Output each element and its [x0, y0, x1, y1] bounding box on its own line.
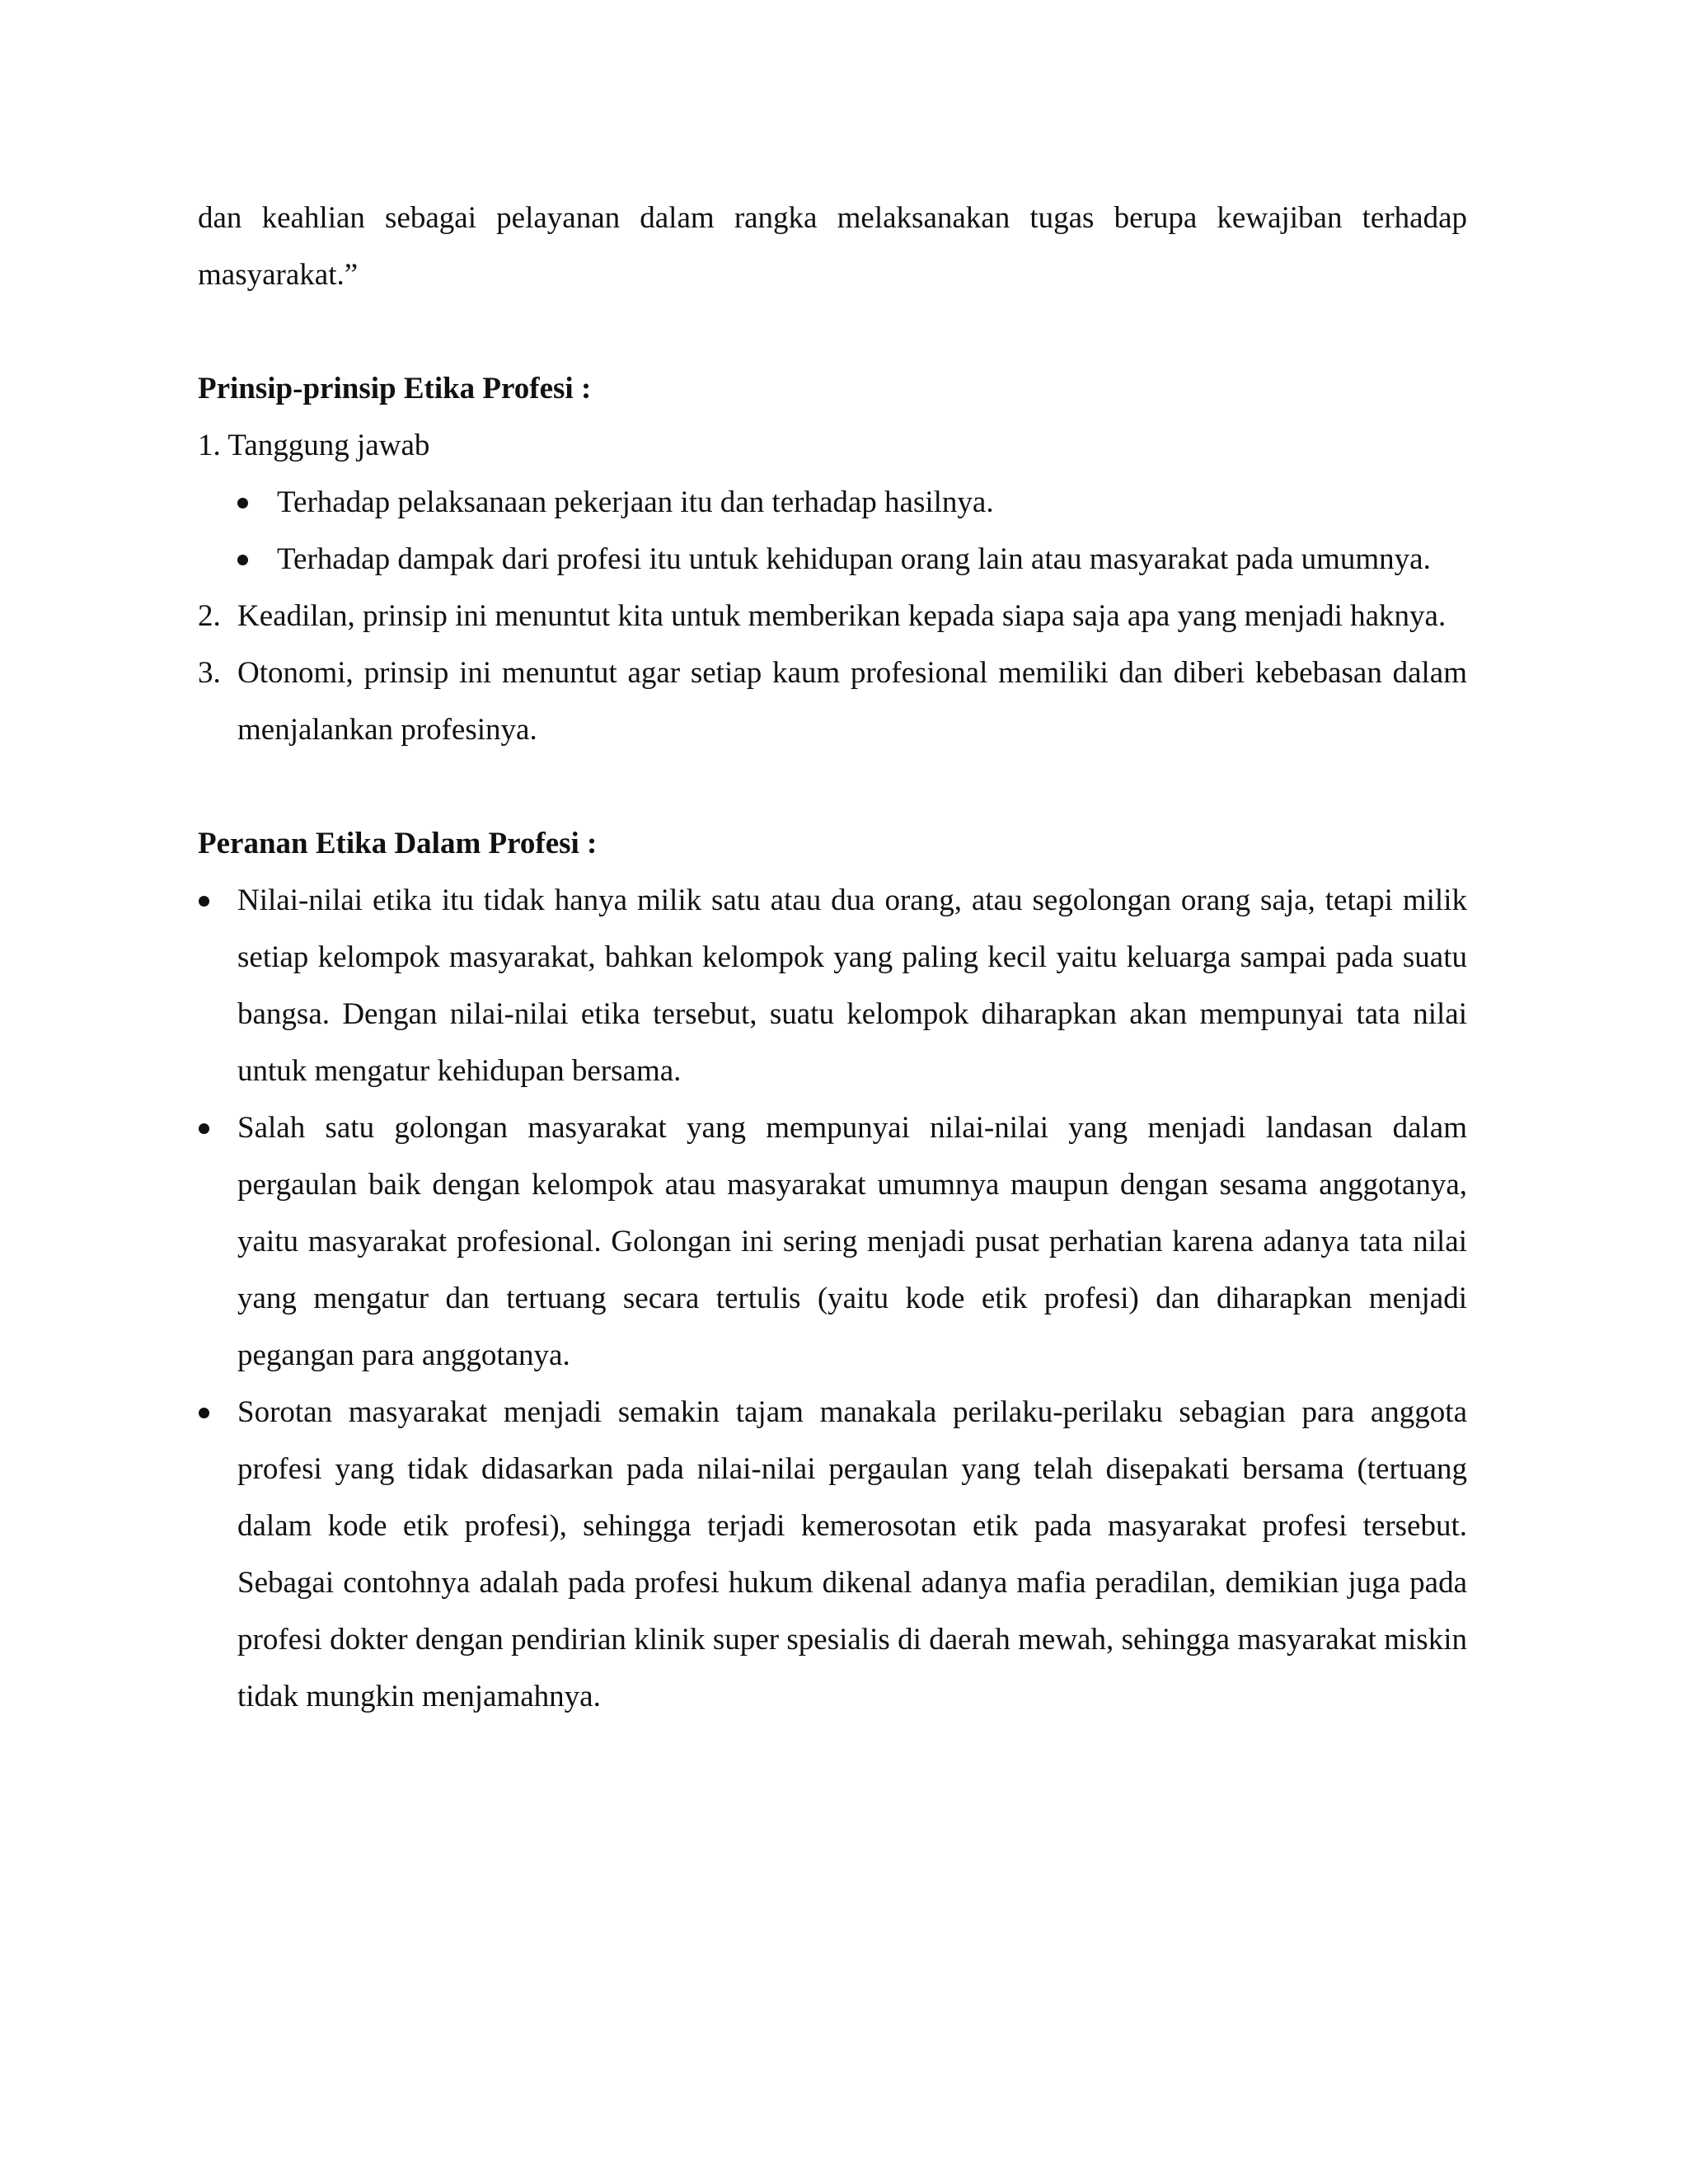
bullet-text: Terhadap pelaksanaan pekerjaan itu dan terhadap hasilnya.: [277, 485, 994, 519]
prinsip-item-1-bullets: [198, 474, 1467, 588]
bullet-icon: [199, 1123, 209, 1134]
list-item: [277, 474, 1467, 531]
item-number: 3.: [198, 656, 221, 690]
item-text: Keadilan, prinsip ini menuntut kita untuk memberikan kepada siapa saja apa yang menjadi haknya.: [237, 599, 1447, 633]
intro-paragraph: dan keahlian sebagai pelayanan dalam rangka melaksanakan tugas berupa kewajiban terhadap masyarakat.”: [198, 201, 1467, 292]
bullet-icon: [199, 1408, 209, 1418]
bullet-text: Terhadap dampak dari profesi itu untuk kehidupan orang lain atau masyarakat pada umumnya.: [277, 542, 1431, 576]
bullet-text: Sorotan masyarakat menjadi semakin tajam manakala perilaku-perilaku sebagian para anggota profesi yang tidak didasarkan pada nilai-nilai pergaulan yang telah disepakati bersama (tertuang dalam kode etik profesi), sehingga terjadi kemerosotan etik pada masyarakat profesi tersebut. Sebagai contohnya adalah pada profesi hukum dikenal adanya mafia peradilan, demikian juga pada profesi dokter dengan pendirian klinik super spesialis di daerah mewah, sehingga masyarakat miskin tidak mungkin menjamahnya.: [237, 1395, 1467, 1713]
list-item: [237, 1384, 1467, 1725]
bullet-icon: [237, 555, 248, 565]
peranan-bullets: [198, 872, 1467, 1725]
spacer: [198, 758, 1467, 815]
list-item: [237, 1099, 1467, 1384]
bullet-text: Nilai-nilai etika itu tidak hanya milik satu atau dua orang, atau segolongan orang saja, tetapi milik setiap kelompok masyarakat, bahkan kelompok yang paling kecil yaitu keluarga sampai pada suatu bangsa. Dengan nilai-nilai etika tersebut, suatu kelompok diharapkan akan mempunyai tata nilai untuk mengatur kehidupan bersama.: [237, 883, 1467, 1088]
peranan-heading: Peranan Etika Dalam Profesi :: [198, 827, 598, 860]
prinsip-item-2: [198, 588, 1467, 644]
prinsip-item-3: [198, 644, 1467, 758]
list-item: [237, 872, 1467, 1099]
bullet-icon: [237, 498, 248, 509]
prinsip-item-1-label: 1. Tanggung jawab: [198, 429, 430, 462]
bullet-text: Salah satu golongan masyarakat yang mempunyai nilai-nilai yang menjadi landasan dalam pergaulan baik dengan kelompok atau masyarakat umumnya maupun dengan sesama anggotanya, yaitu masyarakat profesional. Golongan ini sering menjadi pusat perhatian karena adanya tata nilai yang mengatur dan tertuang secara tertulis (yaitu kode etik profesi) dan diharapkan menjadi pegangan para anggotanya.: [237, 1111, 1467, 1372]
spacer: [198, 303, 1467, 360]
item-number: 2.: [198, 599, 221, 633]
list-item: [277, 531, 1467, 588]
document-body: [198, 190, 1467, 1725]
prinsip-heading: Prinsip-prinsip Etika Profesi :: [198, 372, 592, 405]
item-text: Otonomi, prinsip ini menuntut agar setiap kaum profesional memiliki dan diberi kebebasan dalam menjalankan profesinya.: [237, 656, 1467, 747]
bullet-icon: [199, 896, 209, 907]
